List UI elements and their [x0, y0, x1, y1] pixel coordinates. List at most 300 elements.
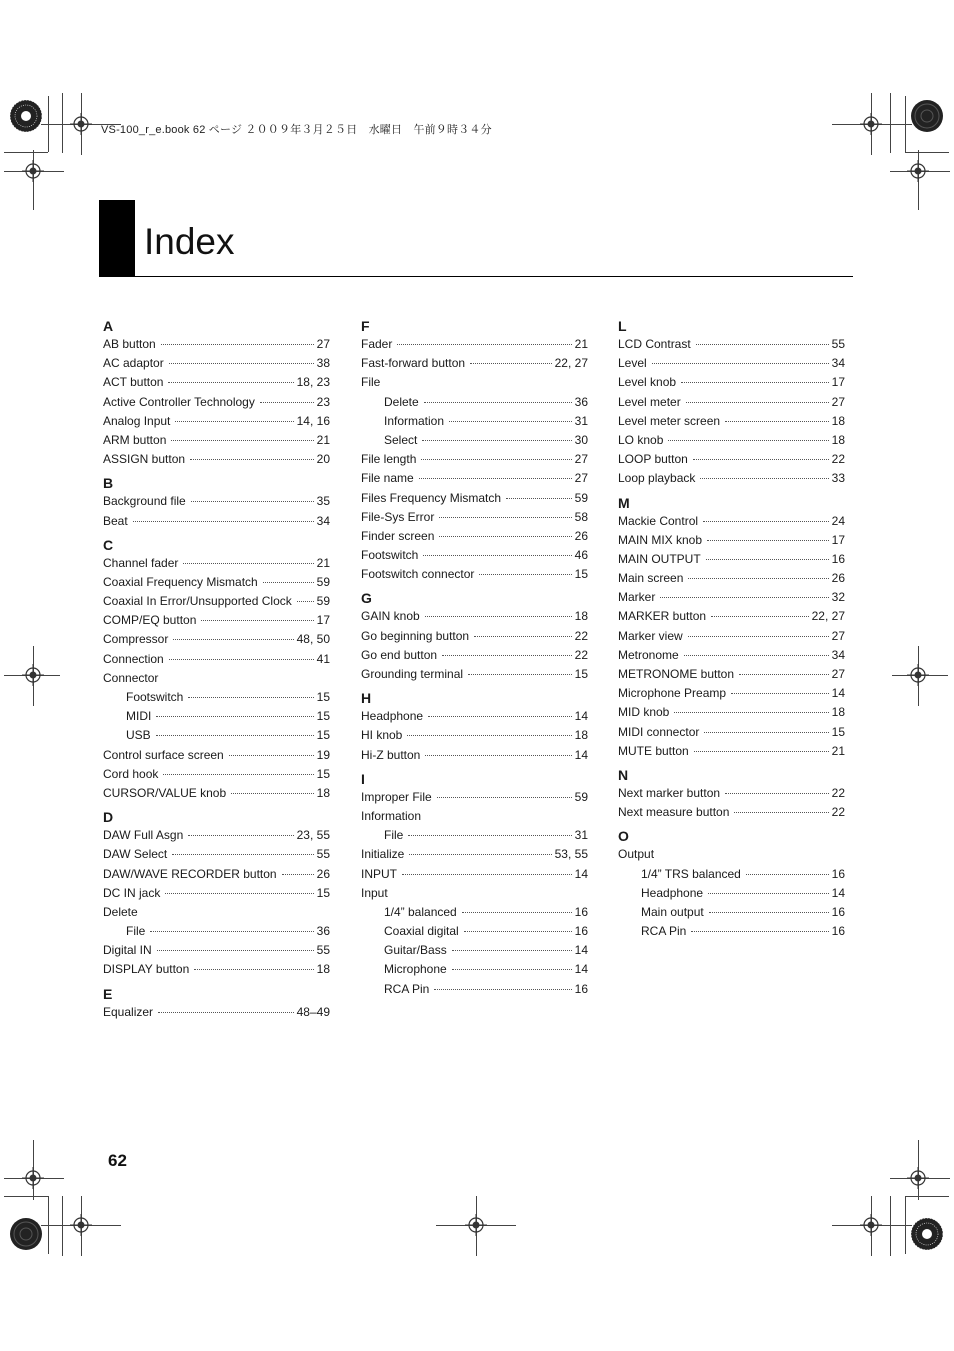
index-term: Level knob [618, 375, 677, 390]
index-letter-heading: I [361, 770, 365, 787]
index-term: MAIN MIX knob [618, 532, 703, 547]
index-page-ref: 16 [831, 551, 845, 566]
index-subentry [361, 826, 588, 845]
index-page-ref: 18 [316, 962, 330, 977]
index-page-ref: 48, 50 [296, 632, 330, 647]
index-subentry [618, 884, 845, 903]
registration-mark-icon [22, 1167, 44, 1189]
index-entry [618, 335, 845, 354]
index-page-ref: 21 [316, 555, 330, 570]
index-term: Coaxial digital [384, 924, 459, 939]
index-subentry [361, 980, 588, 999]
index-term: Go end button [361, 647, 438, 662]
index-term: Footswitch connector [361, 567, 475, 582]
dot-leader [688, 578, 828, 579]
index-entry [103, 941, 330, 960]
index-term: HI knob [361, 728, 403, 743]
index-entry [361, 884, 588, 903]
index-page-ref: 55 [316, 847, 330, 862]
dot-leader [260, 402, 314, 403]
book-header: VS-100_r_e.book 62 ページ ２００９年３月２５日 水曜日 午前９時３４分 [101, 124, 492, 136]
index-entry [103, 630, 330, 649]
index-group [103, 475, 330, 530]
index-page-ref: 41 [316, 651, 330, 666]
index-term: INPUT [361, 866, 397, 881]
index-page-ref: 59 [316, 594, 330, 609]
index-page-ref: 27 [831, 628, 845, 643]
index-entry [103, 592, 330, 611]
index-entry [361, 665, 588, 684]
index-page-ref: 26 [831, 571, 845, 586]
index-entry [361, 788, 588, 807]
index-group [361, 318, 588, 584]
dot-leader [725, 421, 829, 422]
index-term: Grounding terminal [361, 667, 464, 681]
dot-leader [156, 735, 314, 736]
dot-leader [156, 716, 313, 717]
dot-leader [408, 835, 571, 836]
index-page-ref: 21 [831, 743, 845, 758]
index-term: Go beginning button [361, 628, 470, 643]
index-entry [618, 742, 845, 761]
index-entry [618, 723, 845, 742]
index-term: AC adaptor [103, 356, 164, 371]
index-page-ref: 27 [831, 394, 845, 409]
index-page-ref: 14 [831, 686, 845, 701]
index-page-ref: 32 [831, 590, 845, 605]
dot-leader [704, 732, 828, 733]
index-page-ref: 18 [831, 413, 845, 428]
dot-leader [165, 893, 313, 894]
index-entry [361, 546, 588, 565]
index-term: Active Controller Technology [103, 394, 255, 409]
index-group [618, 495, 845, 761]
dot-leader [297, 601, 314, 602]
index-letter-heading: E [103, 985, 113, 1002]
dot-leader [397, 344, 571, 345]
dot-leader [703, 521, 829, 522]
dot-leader [468, 674, 572, 675]
dot-leader [686, 402, 829, 403]
index-page-ref: 48–49 [296, 1004, 330, 1019]
index-term: ACT button [103, 375, 164, 390]
index-term: Level meter [618, 394, 681, 409]
index-term: Output [618, 847, 655, 862]
dot-leader [708, 893, 829, 894]
index-term: MIDI connector [618, 724, 700, 739]
index-entry [103, 393, 330, 412]
index-page-ref: 26 [574, 528, 588, 543]
index-entry [361, 489, 588, 508]
dot-leader [439, 536, 571, 537]
index-letter-heading: N [618, 766, 629, 783]
dot-leader [188, 835, 293, 836]
index-term: Footswitch [126, 690, 184, 704]
dot-leader [706, 559, 829, 560]
dot-leader [696, 344, 829, 345]
index-page-ref: 14 [574, 747, 588, 762]
index-term: Files Frequency Mismatch [361, 490, 502, 505]
index-term: ARM button [103, 432, 167, 447]
index-entry [618, 703, 845, 722]
index-term: AB button [103, 337, 156, 351]
index-letter-heading: F [361, 318, 370, 334]
dot-leader [158, 1012, 294, 1013]
index-term: DAW Select [103, 847, 168, 862]
index-page-ref: 14 [574, 962, 588, 977]
dot-leader [694, 751, 829, 752]
index-entry [361, 607, 588, 626]
index-page-ref: 34 [316, 513, 330, 528]
dot-leader [652, 363, 829, 364]
index-term: Coaxial In Error/Unsupported Clock [103, 594, 292, 609]
index-term: File length [361, 452, 417, 467]
index-group [618, 318, 845, 489]
dot-leader [161, 344, 314, 345]
index-page-ref: 16 [574, 981, 588, 996]
index-entry [361, 707, 588, 726]
index-page-ref: 21 [316, 432, 330, 447]
index-entry [103, 845, 330, 864]
index-page-ref: 18 [574, 728, 588, 743]
index-entry [103, 611, 330, 630]
index-page-ref: 35 [316, 494, 330, 509]
index-page-ref: 20 [316, 452, 330, 467]
index-term: Fast-forward button [361, 356, 466, 371]
index-page-ref: 18 [316, 785, 330, 800]
dot-leader [425, 755, 571, 756]
dot-leader [681, 382, 829, 383]
dot-leader [424, 402, 572, 403]
index-term: Main screen [618, 571, 684, 586]
index-term: Delete [384, 394, 419, 409]
index-term: Digital IN [103, 943, 152, 958]
index-term: LOOP button [618, 452, 688, 467]
index-page-ref: 31 [574, 413, 588, 428]
dot-leader [434, 989, 571, 990]
dot-leader [175, 421, 293, 422]
index-page-ref: 16 [831, 866, 845, 881]
index-entry [103, 784, 330, 803]
dot-leader [194, 969, 313, 970]
index-entry [618, 431, 845, 450]
dot-leader [201, 620, 313, 621]
index-entry [103, 826, 330, 845]
index-entry [361, 354, 588, 373]
index-entry [103, 573, 330, 592]
dot-leader [711, 616, 809, 617]
index-page-ref: 36 [574, 394, 588, 409]
index-term: Loop playback [618, 471, 696, 486]
index-letter-heading: G [361, 590, 372, 607]
dot-leader [474, 636, 572, 637]
index-group [103, 986, 330, 1022]
index-letter-heading: B [103, 475, 114, 492]
dot-leader [150, 931, 313, 932]
index-term: ASSIGN button [103, 452, 186, 467]
index-term: Connection [103, 651, 164, 666]
title-rule [99, 276, 853, 277]
dot-leader [693, 459, 829, 460]
dot-leader [402, 874, 572, 875]
index-entry [618, 607, 845, 626]
index-group [103, 809, 330, 980]
index-term: MID knob [618, 705, 670, 720]
index-entry [103, 650, 330, 669]
dot-leader [157, 950, 314, 951]
index-term: Marker view [618, 628, 683, 643]
dot-leader [425, 616, 572, 617]
index-term: COMP/EQ button [103, 613, 197, 628]
dot-leader [190, 459, 314, 460]
dot-leader [452, 950, 572, 951]
dot-leader [409, 854, 551, 855]
index-term: USB [126, 728, 151, 743]
index-entry [103, 492, 330, 511]
index-page-ref: 59 [574, 490, 588, 505]
index-entry [361, 335, 588, 354]
index-term: File [384, 828, 404, 843]
index-subentry [361, 431, 588, 450]
index-entry [361, 565, 588, 584]
index-page-ref: 58 [574, 509, 588, 524]
index-page-ref: 34 [831, 356, 845, 371]
dot-leader [169, 659, 314, 660]
index-entry [103, 746, 330, 765]
index-page-ref: 15 [574, 567, 588, 582]
dot-leader [428, 716, 572, 717]
index-entry [103, 373, 330, 392]
index-term: METRONOME button [618, 667, 735, 681]
dot-leader [462, 912, 572, 913]
index-term: Beat [103, 513, 128, 528]
dot-leader [709, 912, 829, 913]
index-page-ref: 46 [574, 548, 588, 563]
index-subentry [618, 865, 845, 884]
dot-leader [133, 521, 314, 522]
index-entry [618, 450, 845, 469]
dot-leader [191, 501, 314, 502]
index-page-ref: 16 [574, 924, 588, 939]
index-entry [103, 335, 330, 354]
index-page-ref: 21 [574, 337, 588, 351]
index-page-ref: 18 [831, 432, 845, 447]
index-entry [361, 726, 588, 745]
index-term: Mackie Control [618, 513, 699, 528]
index-page-ref: 23, 55 [296, 828, 330, 843]
registration-mark-icon [907, 664, 929, 686]
index-term: RCA Pin [641, 924, 687, 939]
dot-leader [452, 969, 572, 970]
index-page-ref: 14, 16 [296, 413, 330, 428]
index-page-ref: 30 [574, 432, 588, 447]
index-entry [618, 412, 845, 431]
index-page-ref: 22 [831, 785, 845, 800]
dot-leader [506, 498, 572, 499]
page-title: Index [144, 221, 235, 262]
index-subentry [361, 903, 588, 922]
index-letter-heading: D [103, 809, 114, 826]
index-entry [361, 646, 588, 665]
index-column-2 [361, 318, 588, 999]
dot-leader [470, 363, 552, 364]
index-term: Compressor [103, 632, 169, 647]
index-letter-heading: M [618, 494, 630, 511]
index-entry [618, 354, 845, 373]
index-page-ref: 55 [831, 337, 845, 351]
index-entry [103, 903, 330, 922]
index-term: Metronome [618, 647, 679, 662]
index-entry [618, 627, 845, 646]
index-page-ref: 34 [831, 647, 845, 662]
color-rosette-icon [910, 1217, 944, 1251]
index-subentry [361, 960, 588, 979]
index-term: Delete [103, 904, 138, 919]
registration-mark-icon [70, 1214, 92, 1236]
index-entry [618, 665, 845, 684]
index-term: DAW Full Asgn [103, 828, 184, 843]
index-group [361, 590, 588, 684]
dot-leader [660, 597, 828, 598]
index-group [361, 771, 588, 999]
index-page-ref: 15 [316, 885, 330, 900]
index-page-ref: 27 [574, 471, 588, 486]
index-term: MAIN OUTPUT [618, 551, 701, 566]
dot-leader [229, 755, 314, 756]
dot-leader [437, 797, 572, 798]
index-entry [361, 865, 588, 884]
index-entry [361, 373, 588, 392]
index-entry [103, 865, 330, 884]
index-term: LCD Contrast [618, 337, 691, 351]
index-term: Equalizer [103, 1004, 154, 1019]
index-term: Cord hook [103, 766, 159, 781]
index-group [103, 537, 330, 803]
index-page-ref: 15 [316, 766, 330, 781]
index-term: Hi-Z button [361, 747, 421, 762]
registration-mark-icon [860, 113, 882, 135]
color-rosette-icon [9, 99, 43, 133]
index-term: Main output [641, 904, 704, 919]
index-term: Microphone Preamp [618, 686, 727, 701]
index-term: Connector [103, 670, 159, 685]
index-entry [361, 627, 588, 646]
index-term: File [126, 924, 146, 939]
index-page-ref: 33 [831, 471, 845, 486]
dot-leader [407, 735, 571, 736]
index-entry [361, 845, 588, 864]
registration-mark-icon [22, 664, 44, 686]
registration-mark-icon [907, 160, 929, 182]
index-term: Microphone [384, 962, 447, 977]
index-entry [103, 884, 330, 903]
index-page-ref: 17 [831, 532, 845, 547]
index-page-ref: 36 [316, 924, 330, 939]
dot-leader [464, 931, 572, 932]
dot-leader [668, 440, 828, 441]
index-page-ref: 15 [316, 690, 330, 704]
index-term: LO knob [618, 432, 664, 447]
index-entry [618, 531, 845, 550]
index-term: RCA Pin [384, 981, 430, 996]
index-page-ref: 59 [574, 789, 588, 804]
registration-mark-icon [860, 1214, 882, 1236]
index-group [103, 318, 330, 469]
dot-leader [442, 655, 572, 656]
index-subentry [103, 707, 330, 726]
index-page-ref: 31 [574, 828, 588, 843]
index-page-ref: 18 [574, 609, 588, 624]
index-letter-heading: C [103, 536, 114, 553]
index-page-ref: 22 [574, 628, 588, 643]
dot-leader [231, 793, 313, 794]
index-term: DISPLAY button [103, 962, 190, 977]
index-page-ref: 18, 23 [296, 375, 330, 390]
dot-leader [739, 674, 829, 675]
index-page-ref: 22, 27 [554, 356, 588, 371]
index-term: Level meter screen [618, 413, 721, 428]
index-entry [361, 469, 588, 488]
index-term: Coaxial Frequency Mismatch [103, 574, 258, 589]
index-page-ref: 23 [316, 394, 330, 409]
index-term: Guitar/Bass [384, 943, 447, 958]
index-term: 1/4” TRS balanced [641, 866, 741, 881]
index-page-ref: 14 [831, 885, 845, 900]
index-subentry [103, 922, 330, 941]
index-page-ref: 38 [316, 356, 330, 371]
index-group [618, 767, 845, 822]
index-entry [618, 512, 845, 531]
dot-leader [479, 574, 571, 575]
page-number: 62 [108, 1151, 127, 1170]
index-page-ref: 16 [574, 904, 588, 919]
index-page-ref: 59 [316, 574, 330, 589]
dot-leader [688, 636, 829, 637]
dot-leader [422, 440, 571, 441]
index-entry [618, 469, 845, 488]
index-term: Next marker button [618, 785, 721, 800]
index-entry [618, 569, 845, 588]
index-entry [103, 765, 330, 784]
index-page-ref: 22 [831, 805, 845, 820]
index-term: Background file [103, 494, 186, 509]
index-term: Select [384, 432, 418, 447]
index-page-ref: 16 [831, 904, 845, 919]
index-page-ref: 16 [831, 924, 845, 939]
dot-leader [731, 693, 829, 694]
dot-leader [734, 812, 828, 813]
index-page-ref: 53, 55 [554, 847, 588, 862]
dot-leader [423, 555, 571, 556]
index-entry [618, 684, 845, 703]
dot-leader [183, 563, 313, 564]
index-page-ref: 14 [574, 709, 588, 724]
color-rosette-icon [910, 99, 944, 133]
index-page-ref: 24 [831, 513, 845, 528]
index-page-ref: 15 [574, 667, 588, 681]
index-page-ref: 27 [316, 337, 330, 351]
index-term: GAIN knob [361, 609, 420, 624]
index-page-ref: 17 [831, 375, 845, 390]
index-entry [618, 373, 845, 392]
index-letter-heading: O [618, 828, 629, 845]
index-page-ref: 15 [831, 724, 845, 739]
index-subentry [103, 688, 330, 707]
index-term: MARKER button [618, 609, 707, 624]
index-page-ref: 26 [316, 866, 330, 881]
index-entry [361, 508, 588, 527]
index-term: DAW/WAVE RECORDER button [103, 866, 277, 881]
